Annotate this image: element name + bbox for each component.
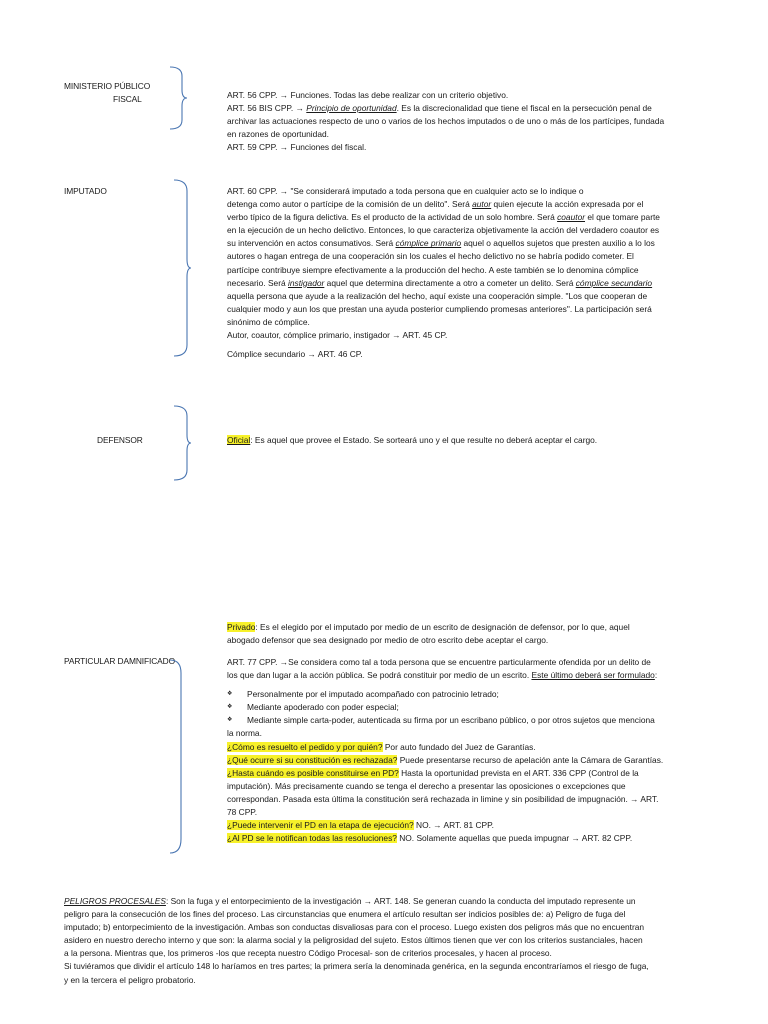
text-line: cualquier modo y aun los que prestan una ayuda posterior cumpliendo promesas anteriores". La participación será: [227, 303, 652, 314]
text-line: ART. 59 CPP. → Funciones del fiscal.: [227, 142, 367, 153]
text-line: correspondan. Pasada esta última la constitución será rechazada in limine y sin posibilidad de impugnación. → ART.: [227, 793, 659, 804]
imputado-content: [227, 185, 707, 361]
peligros-content: [64, 895, 714, 987]
text-line: detenga como autor o partícipe de la comisión de un delito". Será autor quien ejecute la acción expresada por el: [227, 199, 644, 210]
defensor-oficial: [227, 434, 707, 447]
text-line: ART. 56 CPP. → Funciones. Todas las debe realizar con un criterio objetivo.: [227, 90, 509, 100]
term-complice-secundario: cómplice secundario: [575, 277, 653, 288]
defensor-privado: [227, 621, 707, 647]
particular-content: [227, 656, 707, 845]
term-coautor: coautor: [557, 212, 586, 223]
section-label-particular-damnificado: PARTICULAR DAMNIFICADO: [64, 656, 176, 666]
text-line: Oficial: Es aquel que provee el Estado. Se sorteará uno y el que resulte no deberá aceptar el cargo.: [227, 435, 598, 445]
text-line: necesario. Será instigador aquel que determina directamente a otro a cometer un delito. Será cómplice secundario: [227, 277, 653, 288]
text-line: abogado defensor que sea designado por medio de otro escrito debe aceptar el cargo.: [227, 635, 549, 646]
section-label-ministerio: MINISTERIO PÚBLICO: [64, 81, 151, 91]
section-label-imputado: IMPUTADO: [64, 186, 107, 196]
text-line: imputación). Más precisamente cuando se tenga el derecho a presentar las oposiciones o excepciones que: [227, 780, 626, 791]
brace-imputado: [172, 179, 192, 357]
term-peligros-procesales: PELIGROS PROCESALES: [64, 896, 166, 906]
text-line: ¿Puede intervenir el PD en la etapa de ejecución? NO. → ART. 81 CPP.: [227, 820, 494, 831]
text-line: Si tuviéramos que dividir el artículo 148 lo haríamos en tres partes; la primera sería la denominada genérica, en la segunda encontraríamos el riesgo de fuga,: [64, 961, 649, 972]
question-highlight: ¿Qué ocurre si su constitución es rechazada?: [227, 754, 398, 765]
bullet-icon: ❖: [227, 704, 233, 711]
text-line: en la ejecución de un hecho delictivo. Entonces, lo que caracteriza objetivamente la acción del verdadero coautor es: [227, 225, 660, 236]
section-label-defensor: DEFENSOR: [97, 435, 143, 445]
question-highlight: ¿Al PD se le notifican todas las resoluciones?: [227, 833, 397, 844]
text-line: ¿Qué ocurre si su constitución es rechazada? Puede presentarse recurso de apelación ante la Cámara de Garantías.: [227, 754, 664, 765]
text-line: asidero en nuestro derecho interno y que son: la alarma social y la peligrosidad del sujeto. Estos últimos tienen que ver con los criterios sustanciales, hacen: [64, 935, 643, 946]
bullet-icon: ❖: [227, 691, 233, 698]
text-line: autores o hagan entrega de una cooperación sin los cuales el hecho delictivo no se habría podido cometer. El: [227, 251, 634, 262]
term-formulado: Este último deberá ser formulado: [531, 670, 655, 681]
text-line: en razones de oportunidad.: [227, 129, 329, 140]
text-line: ART. 56 BIS CPP. → Principio de oportunidad. Es la discrecionalidad que tiene el fiscal en la persecución penal de: [227, 103, 652, 114]
text-line: sinónimo de cómplice.: [227, 316, 310, 327]
list-item: ❖ Personalmente por el imputado acompañado con patrocinio letrado;: [227, 688, 707, 701]
text-line: ART. 77 CPP. →Se considera como tal a toda persona que se encuentre particularmente ofendida por un delito de: [227, 657, 651, 667]
text-line: peligro para la consecución de los fines del proceso. Las circunstancias que enumera el artículo resultan ser indicios posibles de: a) Peligro de fuga del: [64, 909, 626, 920]
text-line: ¿Al PD se le notifican todas las resoluciones? NO. Solamente aquellas que pueda impugnar → ART. 82 CPP.: [227, 833, 633, 844]
text-line: Autor, coautor, cómplice primario, instigador → ART. 45 CP.: [227, 330, 448, 341]
text-line: imputado; b) entorpecimiento de la investigación. Ambas son conductas disvaliosas para con el proceso. Luego existen dos peligros más que no encuentran: [64, 922, 645, 933]
question-highlight: ¿Puede intervenir el PD en la etapa de ejecución?: [227, 820, 414, 831]
text-line: partícipe contribuye siempre efectivamente a la producción del hecho. A este también se lo denomina cómplice: [227, 264, 639, 275]
brace-particular: [168, 659, 188, 854]
text-line: PELIGROS PROCESALES: Son la fuga y el entorpecimiento de la investigación → ART. 148. Se generan cuando la conducta del imputado represente un: [64, 896, 636, 906]
term-autor: autor: [472, 199, 492, 210]
question-highlight: ¿Cómo es resuelto el pedido y por quién?: [227, 741, 383, 752]
brace-defensor: [172, 405, 192, 481]
section-label-fiscal: FISCAL: [113, 94, 142, 104]
ministerio-content: [227, 89, 707, 154]
text-line: a la persona. Mientras que, los primeros -los que recepta nuestro Código Procesal- son de criterios procesales, y hacen al proceso.: [64, 948, 552, 959]
text-line: ¿Cómo es resuelto el pedido y por quién? Por auto fundado del Juez de Garantías.: [227, 741, 536, 752]
term-principio-oportunidad: Principio de oportunidad: [306, 103, 397, 114]
text-line: aquella persona que ayude a la realización del hecho, aquí existe una cooperación simple. "Los que cooperan de: [227, 290, 648, 301]
question-highlight: ¿Hasta cuándo es posible constituirse en PD?: [227, 767, 399, 778]
text-line: ART. 60 CPP. → "Se considerará imputado a toda persona que en cualquier acto se lo indique o: [227, 186, 584, 196]
term-complice-primario: cómplice primario: [395, 238, 462, 249]
term-instigador: instigador: [288, 277, 325, 288]
text-line: 78 CPP.: [227, 807, 258, 818]
list-item: ❖ Mediante apoderado con poder especial;: [227, 701, 707, 714]
text-line: Privado: Es el elegido por el imputado por medio de un escrito de designación de defensor, por lo que, aquel: [227, 622, 630, 632]
term-oficial: Oficial: [227, 435, 251, 445]
text-line: su intervención en actos consumativos. Será cómplice primario aquel o aquellos sujetos que presten auxilio a lo los: [227, 238, 655, 249]
text-line: la norma.: [227, 728, 262, 739]
text-line: y en la tercera el peligro probatorio.: [64, 974, 196, 985]
text-line: Cómplice secundario → ART. 46 CP.: [227, 349, 363, 360]
brace-ministerio: [168, 66, 188, 130]
bullet-icon: ❖: [227, 717, 233, 724]
text-line: los que dan lugar a la acción pública. Se podrá constituir por medio de un escrito. Este último deberá ser formulado:: [227, 670, 658, 681]
text-line: archivar las actuaciones respecto de uno o varios de los hechos imputados o de uno o más de los partícipes, fundada: [227, 116, 665, 127]
text-line: verbo típico de la figura delictiva. Es el producto de la actividad de un solo hombre. Será coautor el que tomare parte: [227, 212, 660, 223]
term-privado: Privado: [227, 622, 256, 632]
text-line: ¿Hasta cuándo es posible constituirse en PD? Hasta la oportunidad prevista en el ART. 336 CPP (Control de la: [227, 767, 639, 778]
list-item: ❖ Mediante simple carta-poder, autenticada su firma por un escribano público, o por otros sujetos que menciona: [227, 714, 707, 727]
